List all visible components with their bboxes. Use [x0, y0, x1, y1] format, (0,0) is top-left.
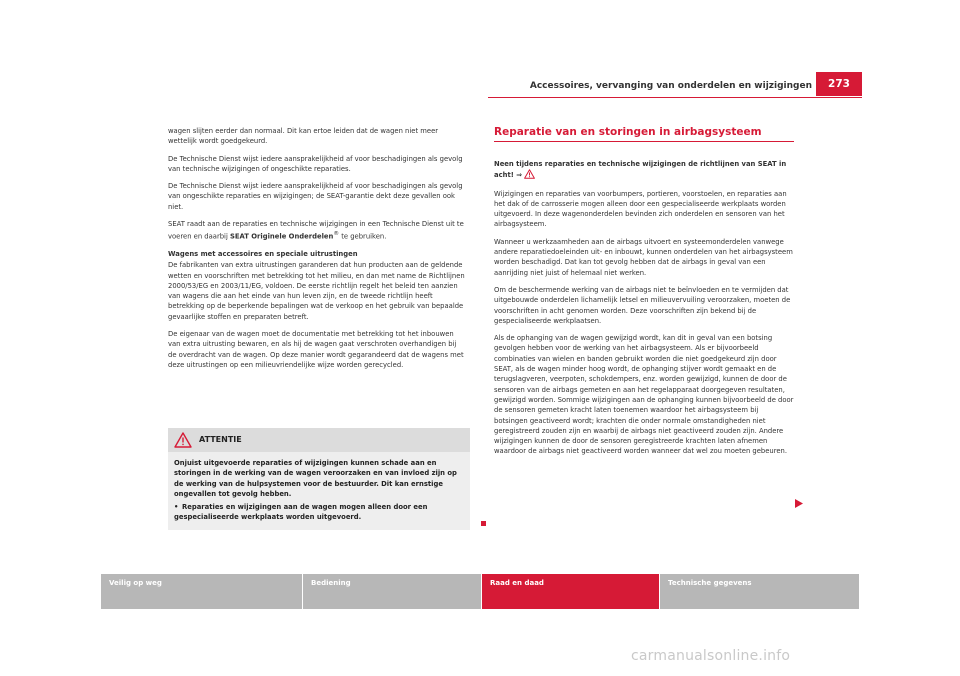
registered-mark: ®: [333, 231, 340, 238]
nav-tab-veilig-op-weg[interactable]: Veilig op weg: [101, 574, 302, 609]
brand-term: SEAT Originele Onderdelen: [230, 232, 334, 241]
paragraph: De Technische Dienst wijst iedere aansprakelijkheid af voor beschadigingen als gevolg van technische wijzigingen of ongeschikte reparaties.: [168, 154, 463, 173]
paragraph: De eigenaar van de wagen moet de documentatie met betrekking tot het inbouwen van extra uitrusting bewaren, en als hij de wagen gaat verschroten overhandigen bij de overdracht van de wagen. Op deze manier wordt gegarandeerd dat de wagens met deze uitrustingen op een milieuvriendelijke wijze worden gerecycled.: [168, 330, 464, 369]
running-header-title: Accessoires, vervanging van onderdelen en wijzigingen: [529, 81, 812, 91]
left-column: [168, 126, 466, 377]
nav-tab-raad-en-daad[interactable]: Raad en daad: [482, 574, 659, 609]
section-nav: [101, 574, 860, 609]
paragraph: Wijzigingen en reparaties van voorbumpers, portieren, voorstoelen, en reparaties aan het dak of de carrosserie mogen alleen door een gespecialiseerde werkplaats worden uitgevoerd. In deze wagenonderdelen bevinden zich onderdelen en sensoren van het airbagsysteem.: [494, 189, 787, 229]
paragraph: De Technische Dienst wijst iedere aansprakelijkheid af voor beschadigingen als gevolg van ongeschikte reparaties en wijzigingen; de SEAT-garantie dekt deze gevallen ook niet.: [168, 182, 463, 211]
warning-bullet-item: [174, 502, 460, 523]
text-run: te gebruiken.: [339, 232, 387, 241]
end-of-section-marker: [481, 521, 486, 526]
subheading: Wagens met accessoires en speciale uitrustingen: [168, 249, 358, 258]
text-run: SEAT raadt aan de reparaties en technische wijzigingen in een Technische Dienst uit te voeren en daarbij: [168, 220, 464, 241]
page-number: 273: [816, 72, 862, 96]
paragraph: wagen slijten eerder dan normaal. Dit kan ertoe leiden dat de wagen niet meer wettelijk wordt goedgekeurd.: [168, 127, 439, 146]
paragraph: Als de ophanging van de wagen gewijzigd wordt, kan dit in geval van een botsing gevolgen hebben voor de werking van het airbagsysteem. Als er bijvoorbeeld combinaties van wielen en banden gebruikt worden die niet goedgekeurd zijn door SEAT, als de wagen minder hoog wordt, de ophanging stijver wordt gemaakt en de terugslagveren, veerpoten, schokdempers, enz. worden gewijzigd, kunnen de door de sensoren van de airbags gemeten en aan het regelapparaat doorgegeven resultaten, gewijzigd worden. Sommige wijzigingen aan de ophanging kunnen bijvoorbeeld de door de sensoren gemeten kracht laten toenemen waardoor het airbagsysteem bij botsingen geactiveerd wordt; krachten die onder normale omstandigheden niet geregistreerd zouden zijn en waarbij de airbags niet geactiveerd zouden zijn. Andere wijzigingen kunnen de door de sensoren geregistreerde krachten laten afnemen waardoor de airbags niet geactiveerd worden wanneer dat wel zou moeten gebeuren.: [494, 334, 794, 456]
paragraph: Wanneer u werkzaamheden aan de airbags uitvoert en systeemonderdelen vanwege andere reparatiedoeleinden uit- en inbouwt, kunnen onderdelen van het airbagsysteem worden beschadigd. Dat kan tot gevolg hebben dat de airbags in geval van een aanrijding niet juist of helemaal niet werken.: [494, 237, 793, 277]
reference-arrow[interactable]: ⇒: [516, 171, 522, 180]
warning-text: Onjuist uitgevoerde reparaties of wijzigingen kunnen schade aan en storingen in de werking van de wagen veroorzaken en van invloed zijn op de werking van de hulpsystemen voor de bestuurder. Dit kan ernstige ongevallen tot gevolg hebben.: [174, 459, 457, 498]
warning-header: [168, 428, 470, 452]
subheading: [494, 159, 794, 183]
warning-label: ATTENTIE: [199, 435, 242, 444]
subheading-text: Neen tijdens reparaties en technische wijzigingen de richtlijnen van SEAT in acht!: [494, 160, 787, 180]
paragraph: De fabrikanten van extra uitrustingen garanderen dat hun producten aan de geldende wetten en voorschriften met betrekking tot het milieu, en dan met name de Richtlijnen 2000/53/EG en 2003/11/EG, voldoen. De eerste richtlijn regelt het beleid ten aanzien van wagens die aan het einde van hun leven zijn, en de tweede richtlijn heeft betrekking op de beperkende bepalingen wat de verkoop en het gebruik van bepaalde gevaarlijke stoffen en preparaten betreft.: [168, 261, 465, 321]
section-title: Reparatie van en storingen in airbagsysteem: [494, 126, 794, 142]
watermark: carmanualsonline.info: [631, 648, 791, 664]
nav-tab-bediening[interactable]: Bediening: [303, 574, 481, 609]
paragraph: Om de beschermende werking van de airbags niet te beïnvloeden en te vermijden dat uitgebouwde onderdelen lichamelijk letsel en milieuvervuiling veroorzaken, moeten de voorschriften in acht genomen worden. Deze voorschriften zijn bekend bij de gespecialiseerde werkplaatsen.: [494, 285, 791, 325]
warning-triangle-icon: [174, 432, 192, 452]
continue-arrow-icon: [795, 493, 803, 512]
nav-tab-technische-gegevens[interactable]: Technische gegevens: [660, 574, 859, 609]
right-column: [494, 126, 794, 464]
warning-body: [168, 452, 470, 523]
warning-triangle-icon[interactable]: [524, 169, 535, 182]
warning-bullet-text: Reparaties en wijzigingen aan de wagen mogen alleen door een gespecialiseerde werkplaats worden uitgevoerd.: [174, 503, 428, 522]
bullet: •: [174, 503, 179, 512]
warning-box: [168, 428, 470, 530]
paragraph: [168, 219, 466, 242]
header-rule: [488, 97, 862, 98]
